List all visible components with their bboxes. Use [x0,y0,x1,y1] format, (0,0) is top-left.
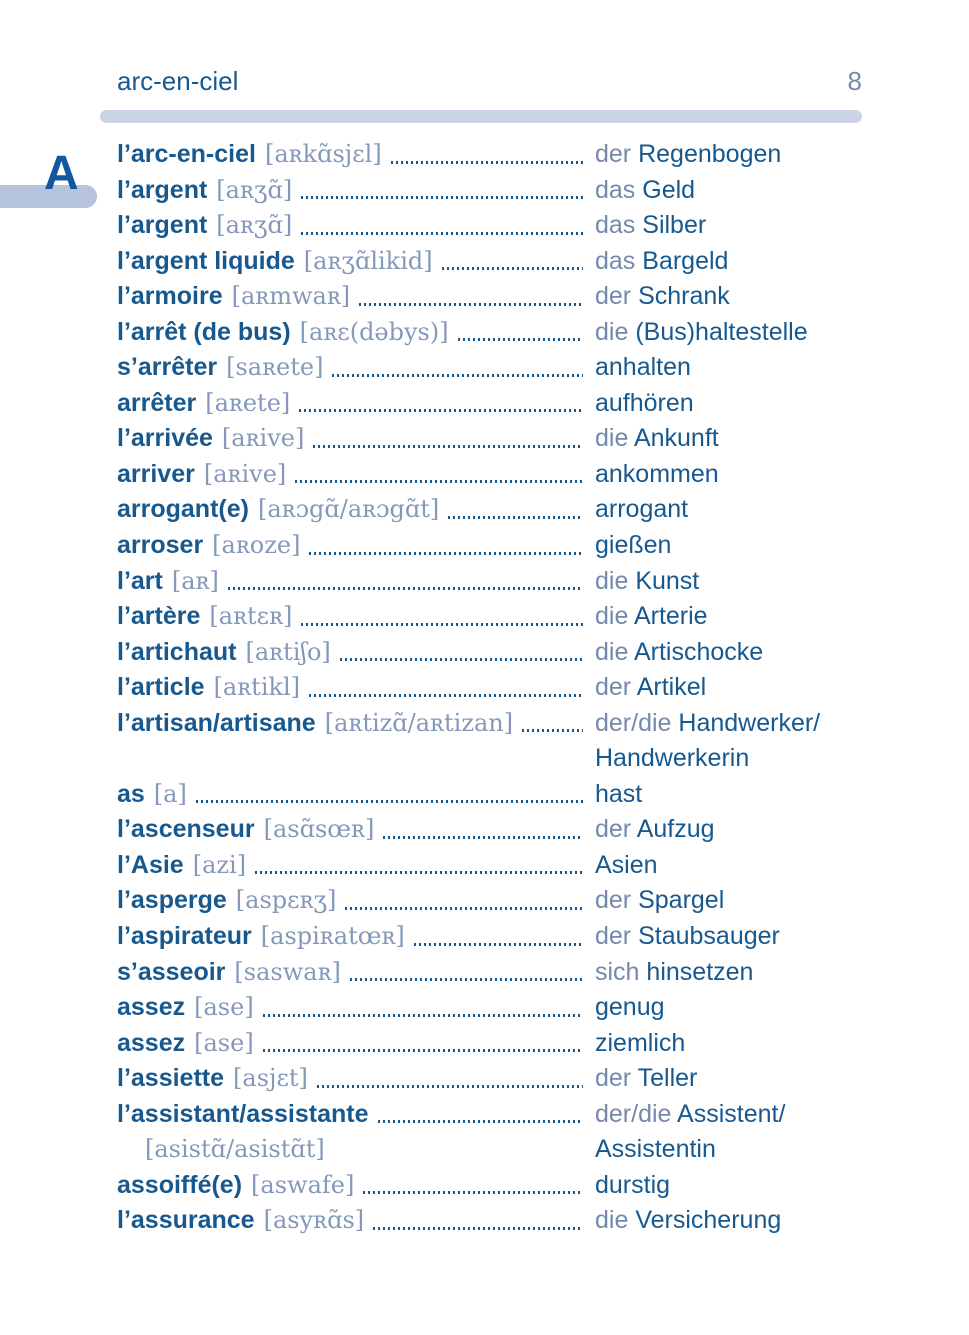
german-cell [595,990,862,1026]
phonetic-transcription: [aʀʒɑ̃likid] [303,246,433,275]
dotted-leader [301,196,583,199]
french-headword: as [117,779,145,808]
dictionary-entry-row [117,635,862,671]
phonetic-transcription: [aʀtikl] [213,673,301,702]
german-translation: Artikel [636,673,707,702]
german-cell [595,173,862,209]
french-cell [117,706,595,742]
french-cell [117,279,595,315]
french-cell [117,1132,595,1168]
german-article: der [595,282,632,311]
dotted-leader [228,587,583,590]
german-cell [595,350,862,386]
french-headword: l’Asie [117,850,184,879]
french-headword: l’asperge [117,886,227,915]
phonetic-transcription: [aʀoze] [212,531,301,560]
dotted-leader [309,694,583,697]
german-cell [595,1026,862,1062]
french-cell [117,421,595,457]
german-cell [595,635,862,671]
german-translation: anhalten [595,353,691,382]
german-article: der [595,886,632,915]
german-translation: Assistent/ [677,1099,786,1128]
dotted-leader [196,800,583,803]
french-cell [117,670,595,706]
french-cell [117,812,595,848]
french-headword: assoiffé(e) [117,1170,243,1199]
dictionary-entry-row [117,564,862,600]
phonetic-transcription: [aʀʒɑ̃] [216,211,293,240]
german-article: der [595,673,632,702]
german-translation: Aufzug [636,815,715,844]
dictionary-entry-row [117,1097,862,1133]
french-cell [117,173,595,209]
german-translation: Handwerker/ [678,708,821,737]
german-translation: durstig [595,1170,671,1199]
french-cell [117,1097,595,1133]
german-cell [595,386,862,422]
french-cell [117,990,595,1026]
dotted-leader [263,1049,583,1052]
german-article: die [595,424,629,453]
german-translation: Versicherung [635,1206,782,1235]
dictionary-entry-row [117,812,862,848]
phonetic-transcription: [aʀʒɑ̃] [216,175,293,204]
german-article: das [595,175,636,204]
dictionary-entry-row [117,706,862,742]
dictionary-entry-row [117,173,862,209]
french-headword: l’article [117,673,205,702]
dictionary-entry-row [117,599,862,635]
dotted-leader [448,516,583,519]
dotted-leader [359,303,583,306]
german-cell [595,564,862,600]
german-article: die [595,1206,629,1235]
dictionary-entry-row [117,955,862,991]
german-translation: hinsetzen [646,957,754,986]
french-headword: arrogant(e) [117,495,249,524]
french-headword: assez [117,1028,186,1057]
phonetic-transcription: [ase] [194,1028,254,1057]
dotted-leader [313,445,583,448]
german-cell [595,883,862,919]
german-translation: gießen [595,531,672,560]
dictionary-entry-row [117,848,862,884]
dictionary-entry-row [117,1061,862,1097]
phonetic-transcription: [aʀmwaʀ] [231,282,351,311]
french-cell [117,244,595,280]
german-cell [595,919,862,955]
dotted-leader [263,1014,583,1017]
french-cell [117,919,595,955]
french-headword: l’assistant/assistante [117,1099,369,1128]
dotted-leader [378,1120,583,1123]
german-translation: Assistentin [595,1135,716,1164]
german-translation: ziemlich [595,1028,686,1057]
german-translation: Regenbogen [638,140,782,168]
phonetic-transcription: [aʀtɛʀ] [209,602,293,631]
french-headword: s’asseoir [117,957,226,986]
german-cell [595,421,862,457]
letter-tab-label: A [44,147,79,200]
german-article: das [595,246,636,275]
dotted-leader [522,729,583,732]
french-cell [117,741,595,777]
french-cell [117,599,595,635]
dotted-leader [255,871,583,874]
phonetic-transcription: [aswafe] [251,1170,355,1199]
phonetic-transcription: [aspiʀatœʀ] [260,922,405,951]
french-cell [117,883,595,919]
german-cell [595,1061,862,1097]
dotted-leader [350,978,583,981]
french-cell [117,386,595,422]
french-headword: l’armoire [117,282,223,311]
dictionary-entry-row [117,1132,862,1168]
french-cell [117,955,595,991]
dictionary-entry-row [117,883,862,919]
dotted-leader [391,161,583,164]
dictionary-entry-row [117,741,862,777]
german-cell [595,457,862,493]
dictionary-entry-row [117,670,862,706]
german-article: das [595,211,636,240]
french-headword: l’aspirateur [117,922,252,951]
phonetic-transcription: [a] [153,779,187,808]
phonetic-transcription: [aʀtiʃo] [245,637,331,666]
german-cell [595,279,862,315]
phonetic-transcription: [aspɛʀʒ] [235,886,337,915]
german-cell [595,528,862,564]
dotted-leader [301,623,583,626]
french-headword: l’artère [117,602,201,631]
dictionary-entry-row [117,990,862,1026]
german-translation: Arterie [633,602,708,631]
dotted-leader [442,267,583,270]
entry-list [117,137,862,1239]
dotted-leader [332,374,583,377]
dictionary-entry-row [117,386,862,422]
german-translation: Geld [642,175,696,204]
french-cell [117,457,595,493]
french-headword: arrêter [117,388,197,417]
dotted-leader [340,658,583,661]
german-cell [595,706,862,742]
german-cell [595,599,862,635]
dictionary-entry-row [117,208,862,244]
french-cell [117,635,595,671]
phonetic-transcription: [aʀive] [221,424,305,453]
french-headword: l’argent liquide [117,246,295,275]
french-cell [117,848,595,884]
french-headword: l’artisan/artisane [117,708,316,737]
page-number: 8 [847,66,862,96]
dictionary-entry-row [117,421,862,457]
german-cell [595,1097,862,1133]
phonetic-transcription: [aʀɔgɑ̃/aʀɔgɑ̃t] [257,495,440,524]
german-article: der [595,815,632,844]
german-cell [595,812,862,848]
dictionary-entry-row [117,1168,862,1204]
header-rule-bar [100,110,862,123]
phonetic-transcription: [aʀkɑ̃sjɛl] [264,140,382,168]
dictionary-entry-row [117,528,862,564]
german-cell [595,492,862,528]
french-headword: l’arc-en-ciel [117,140,256,168]
german-translation: arrogant [595,495,689,524]
dictionary-entry-row [117,1203,862,1239]
german-cell [595,741,862,777]
german-translation: Artischocke [633,637,764,666]
dictionary-entry-row [117,777,862,813]
french-headword: l’ascenseur [117,815,255,844]
dotted-leader [299,409,583,412]
dotted-leader [345,907,583,910]
german-article: der/die [595,1099,672,1128]
french-headword: l’artichaut [117,637,237,666]
french-cell [117,1203,595,1239]
french-cell [117,528,595,564]
french-cell [117,208,595,244]
phonetic-transcription: [aʀɛ(dəbys)] [299,317,449,346]
dictionary-entry-row [117,244,862,280]
phonetic-transcription: [saswaʀ] [234,957,341,986]
french-cell [117,564,595,600]
phonetic-transcription: [asɑ̃sœʀ] [263,815,375,844]
german-cell [595,1132,862,1168]
dictionary-entry-row [117,492,862,528]
german-article: die [595,566,629,595]
german-article: der [595,922,632,951]
dictionary-entry-row [117,315,862,351]
german-cell [595,848,862,884]
french-cell [117,777,595,813]
german-cell [595,244,862,280]
dictionary-entry-row [117,350,862,386]
german-translation: Teller [637,1064,698,1093]
dictionary-entry-row [117,919,862,955]
german-translation: Schrank [638,282,730,311]
dictionary-entry-row [117,137,862,173]
german-translation: genug [595,993,665,1022]
dotted-leader [383,836,583,839]
german-translation: Staubsauger [638,922,780,951]
dictionary-entry-row [117,457,862,493]
german-article: der/die [595,708,672,737]
german-translation: Kunst [635,566,700,595]
phonetic-transcription: [aʀete] [205,388,291,417]
german-article: die [595,602,629,631]
french-cell [117,350,595,386]
german-cell [595,315,862,351]
german-article: sich [595,957,640,986]
german-cell [595,208,862,244]
dotted-leader [373,1227,583,1230]
french-headword: l’assiette [117,1064,225,1093]
phonetic-transcription: [asistɑ̃/asistɑ̃t] [145,1135,325,1164]
phonetic-transcription: [aʀ] [171,566,219,595]
german-cell [595,670,862,706]
dictionary-entry-row [117,1026,862,1062]
german-translation: Ankunft [633,424,719,453]
french-cell [117,1061,595,1097]
german-article: die [595,637,629,666]
french-headword: arroser [117,531,204,560]
french-headword: l’argent [117,175,208,204]
french-headword: l’argent [117,211,208,240]
german-article: der [595,140,632,168]
french-headword: l’arrivée [117,424,213,453]
phonetic-transcription: [aʀtizɑ̃/aʀtizan] [324,708,514,737]
french-cell [117,492,595,528]
french-headword: s’arrêter [117,353,218,382]
french-cell [117,1168,595,1204]
phonetic-transcription: [asyʀɑ̃s] [263,1206,365,1235]
dotted-leader [363,1191,583,1194]
german-article: der [595,1064,632,1093]
german-article: die [595,317,629,346]
dotted-leader [301,232,583,235]
german-translation: aufhören [595,388,694,417]
dotted-leader [309,552,583,555]
french-headword: arriver [117,459,195,488]
german-translation: Spargel [638,886,725,915]
phonetic-transcription: [ase] [194,993,254,1022]
french-cell [117,137,595,173]
french-headword: l’art [117,566,163,595]
german-translation: Asien [595,850,658,879]
german-translation: hast [595,779,643,808]
dotted-leader [458,338,583,341]
french-headword: assez [117,993,186,1022]
phonetic-transcription: [saʀete] [226,353,324,382]
german-translation: (Bus)haltestelle [635,317,808,346]
german-cell [595,955,862,991]
german-translation: ankommen [595,459,719,488]
german-translation: Handwerkerin [595,744,750,773]
german-translation: Silber [642,211,707,240]
dotted-leader [414,943,583,946]
dictionary-entry-row [117,279,862,315]
german-cell [595,1168,862,1204]
phonetic-transcription: [aʀive] [203,459,287,488]
french-cell [117,1026,595,1062]
phonetic-transcription: [azi] [192,850,247,879]
page-header [117,66,862,97]
header-keyword: arc-en-ciel [117,66,239,96]
french-headword: l’arrêt (de bus) [117,317,291,346]
german-translation: Bargeld [642,246,729,275]
dotted-leader [317,1085,583,1088]
phonetic-transcription: [asjɛt] [233,1064,308,1093]
french-headword: l’assurance [117,1206,255,1235]
french-cell [117,315,595,351]
german-cell [595,777,862,813]
dotted-leader [295,480,583,483]
german-cell [595,1203,862,1239]
german-cell [595,137,862,173]
